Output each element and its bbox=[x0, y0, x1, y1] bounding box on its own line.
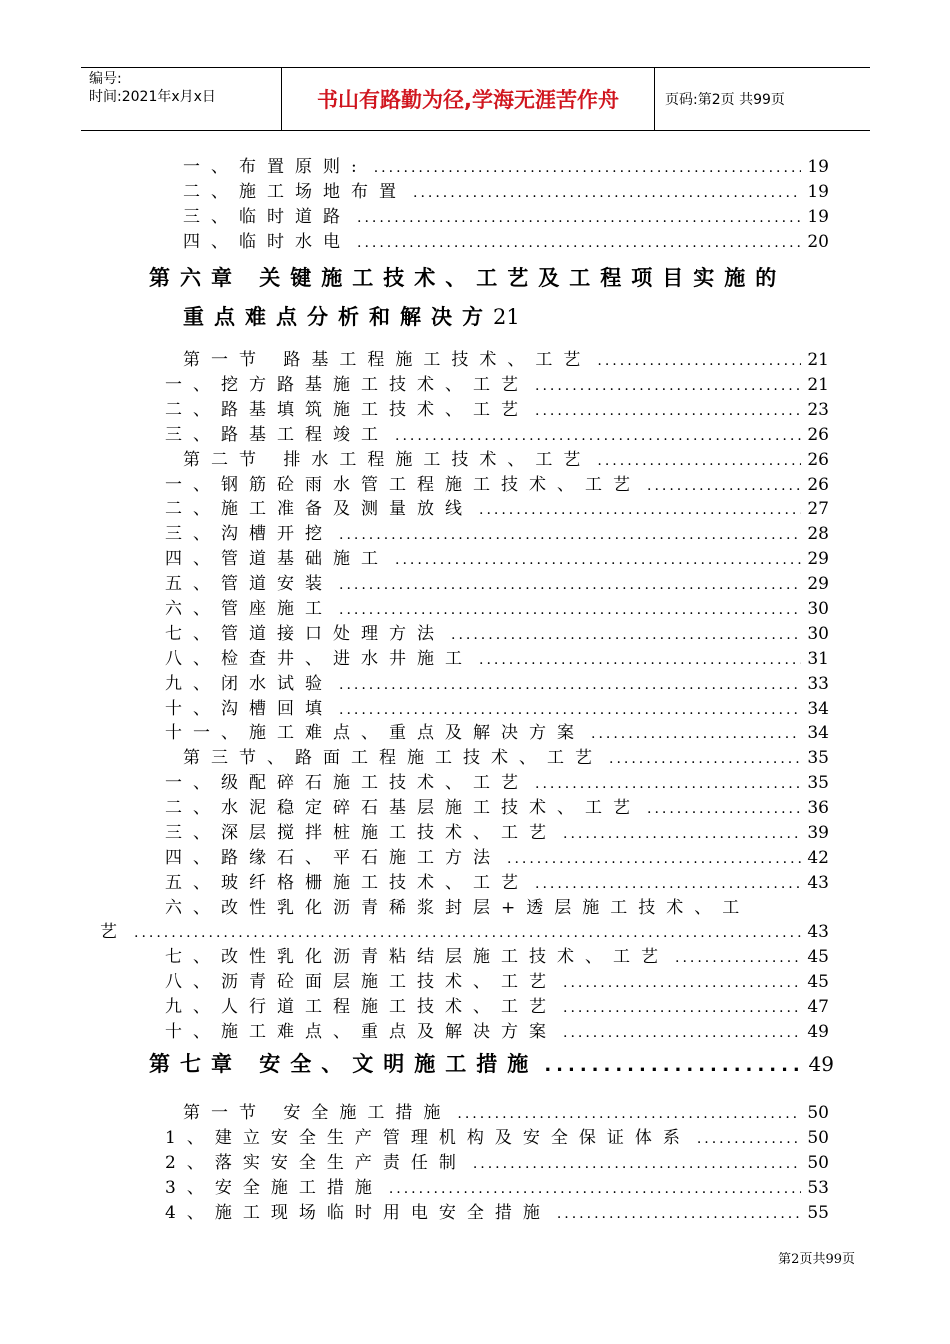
header-motto: 书山有路勤为径,学海无涯苦作舟 bbox=[282, 68, 655, 130]
toc-item[interactable]: 十、沟槽回填 ..... 34 bbox=[165, 697, 829, 721]
number-label: 编号: bbox=[89, 71, 122, 87]
toc-item[interactable]: 四、临时水电 ..... 20 bbox=[183, 230, 829, 254]
toc-item[interactable]: 九、闭水试验 ..... 33 bbox=[165, 672, 829, 696]
toc-section[interactable]: 第一节 路基工程施工技术、工艺 ..... 21 bbox=[183, 348, 829, 372]
toc-item[interactable]: 三、路基工程竣工 ..... 26 bbox=[165, 423, 829, 447]
toc-item[interactable]: 四、管道基础施工 ..... 29 bbox=[165, 547, 829, 571]
toc-item-wrapped-line2[interactable]: 艺 ..... 43 bbox=[100, 920, 829, 944]
toc-section[interactable]: 第一节 安全施工措施 ..... 50 bbox=[183, 1101, 829, 1125]
toc-item[interactable]: 八、沥青砼面层施工技术、工艺 ..... 45 bbox=[165, 970, 829, 994]
toc-item[interactable]: 3、安全施工措施 ..... 53 bbox=[165, 1176, 829, 1200]
toc-item[interactable]: 1、建立安全生产管理机构及安全保证体系 ..... 50 bbox=[165, 1126, 829, 1150]
toc-item[interactable]: 十一、施工难点、重点及解决方案 ..... 34 bbox=[165, 721, 829, 745]
header-meta bbox=[81, 68, 282, 130]
chapter-7-heading[interactable]: 第七章 安全、文明施工措施 ..... 49 bbox=[149, 1052, 834, 1082]
toc-item[interactable]: 十、施工难点、重点及解决方案 ..... 49 bbox=[165, 1020, 829, 1044]
toc-item[interactable]: 六、管座施工 ..... 30 bbox=[165, 597, 829, 621]
time-label: 时间:2021年x月x日 bbox=[89, 89, 216, 105]
chapter-6-heading-line2[interactable]: 重点难点分析和解决方21 bbox=[183, 305, 520, 329]
toc-item[interactable]: 四、路缘石、平石施工方法 ..... 42 bbox=[165, 846, 829, 870]
toc-item[interactable]: 七、改性乳化沥青粘结层施工技术、工艺 ..... 45 bbox=[165, 945, 829, 969]
toc-item[interactable]: 二、施工准备及测量放线 ..... 27 bbox=[165, 497, 829, 521]
toc-item[interactable]: 二、水泥稳定碎石基层施工技术、工艺 ..... 36 bbox=[165, 796, 829, 820]
page-header bbox=[81, 67, 870, 131]
toc-item[interactable]: 三、深层搅拌桩施工技术、工艺 ..... 39 bbox=[165, 821, 829, 845]
header-page-info: 页码:第2页 共99页 bbox=[665, 92, 785, 108]
toc-item-wrapped-line1[interactable]: 六、改性乳化沥青稀浆封层+透层施工技术、工 bbox=[165, 898, 751, 918]
toc-item[interactable]: 七、管道接口处理方法 ..... 30 bbox=[165, 622, 829, 646]
toc-item[interactable]: 一、钢筋砼雨水管工程施工技术、工艺 ..... 26 bbox=[165, 473, 829, 497]
toc-item[interactable]: 三、沟槽开挖 ..... 28 bbox=[165, 522, 829, 546]
toc-item[interactable]: 八、检查井、进水井施工 ..... 31 bbox=[165, 647, 829, 671]
toc-section[interactable]: 第二节 排水工程施工技术、工艺 ..... 26 bbox=[183, 448, 829, 472]
toc-item[interactable]: 二、路基填筑施工技术、工艺 ..... 23 bbox=[165, 398, 829, 422]
toc-item[interactable]: 九、人行道工程施工技术、工艺 ..... 47 bbox=[165, 995, 829, 1019]
toc-item[interactable]: 4、施工现场临时用电安全措施 ..... 55 bbox=[165, 1201, 829, 1225]
toc-item[interactable]: 一、级配碎石施工技术、工艺 ..... 35 bbox=[165, 771, 829, 795]
toc-item[interactable]: 一、挖方路基施工技术、工艺 ..... 21 bbox=[165, 373, 829, 397]
toc-item[interactable]: 三、临时道路 ..... 19 bbox=[183, 205, 829, 229]
toc-item[interactable]: 2、落实安全生产责任制 ..... 50 bbox=[165, 1151, 829, 1175]
chapter-6-heading-line1[interactable]: 第六章 关键施工技术、工艺及工程项目实施的 bbox=[149, 266, 787, 290]
toc-item[interactable]: 五、玻纤格栅施工技术、工艺 ..... 43 bbox=[165, 871, 829, 895]
toc-section[interactable]: 第三节、路面工程施工技术、工艺 ..... 35 bbox=[183, 746, 829, 770]
toc-item[interactable]: 五、管道安装 ..... 29 bbox=[165, 572, 829, 596]
toc-item[interactable]: 二、施工场地布置 ..... 19 bbox=[183, 180, 829, 204]
page-footer: 第2页共99页 bbox=[778, 1252, 855, 1267]
toc-item[interactable]: 一、布置原则: ..... 19 bbox=[183, 155, 829, 179]
